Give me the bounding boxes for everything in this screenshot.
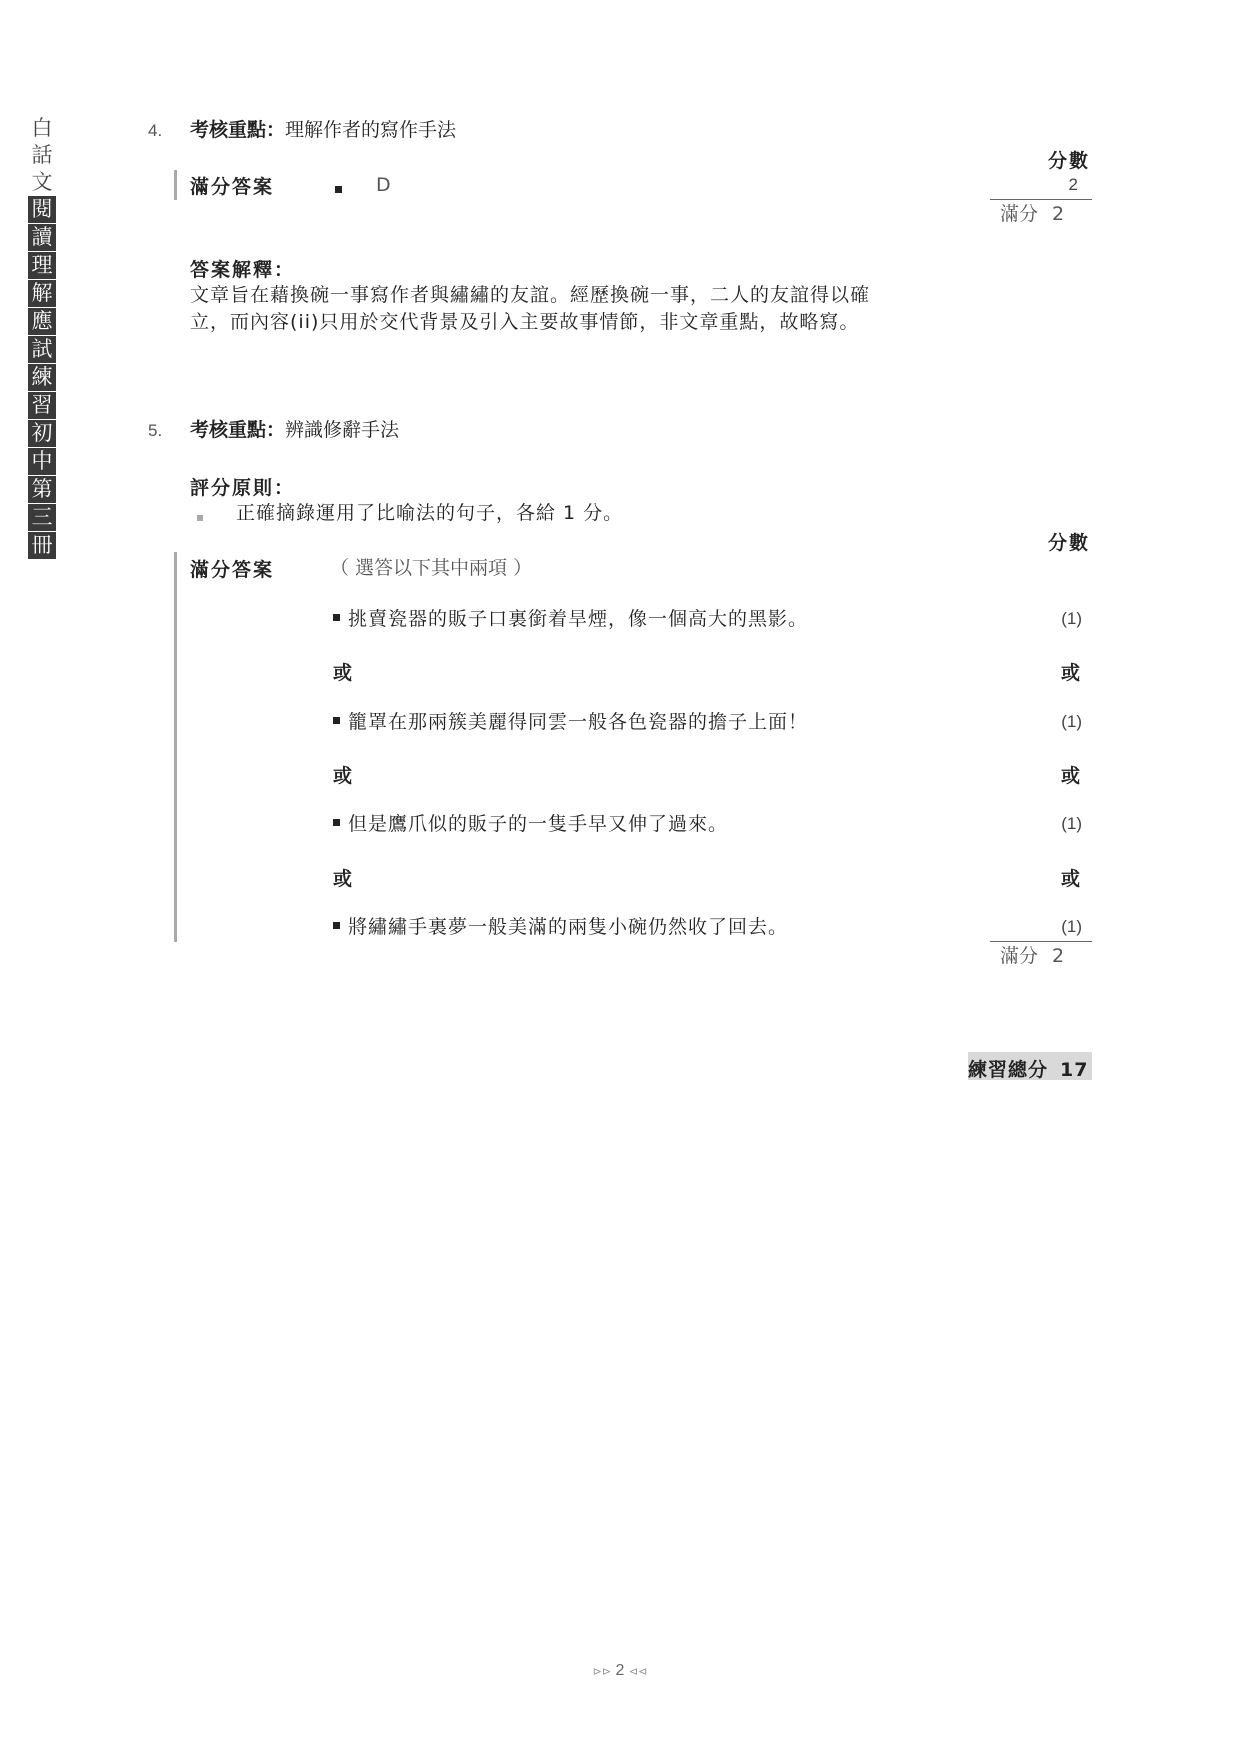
q4-score-header: 分數 [1047,150,1090,172]
sidebar-char: 理 [28,252,56,280]
q4-focus-label: 考核重點： [190,119,286,141]
q5-or-1-right: 或 [1060,662,1082,684]
sidebar-char: 試 [28,336,56,364]
sidebar-book-title [28,115,56,560]
q5-score-divider [990,941,1092,942]
q5-or-3-right: 或 [1060,868,1082,890]
q5-focus-text: 辨識修辭手法 [285,419,400,441]
q5-number: 5. [148,421,163,440]
q4-score-divider [990,199,1092,200]
q4-explain-line2: 立，而內容(ii)只用於交代背景及引入主要故事情節，非文章重點，故略寫。 [190,311,860,333]
q5-option-3-score: (1) [1061,814,1082,833]
q5-full-score: 2 [1052,945,1065,967]
q5-option-4-text: 將繡繡手裏夢一般美滿的兩隻小碗仍然收了回去。 [348,916,789,938]
q5-option-2 [333,709,808,736]
q4-answer-score: 2 [1068,175,1078,194]
q5-option-3-text: 但是鷹爪似的販子的一隻手早又伸了過來。 [348,813,729,835]
q5-or-3: 或 [333,868,355,890]
page-right-mark: ⊲⊲ [628,1666,648,1678]
q5-option-2-score: (1) [1061,712,1082,731]
q4-answer-label: 滿分答案 [190,176,275,198]
q5-option-1-text: 挑賣瓷器的販子口裏銜着旱煙，像一個高大的黑影。 [348,608,809,630]
q5-or-2: 或 [333,765,355,787]
q4-full-label: 滿分 [1000,203,1039,225]
q5-answer-bar [174,552,177,942]
sidebar-char: 中 [28,448,56,476]
sidebar-char: 閱 [28,196,56,224]
q5-answer-label: 滿分答案 [190,559,275,581]
sidebar-char: 三 [28,504,56,532]
sidebar-char: 練 [28,364,56,392]
q5-option-1 [333,606,808,633]
bullet-icon [333,614,340,621]
q4-answer-bar [174,170,177,200]
q5-answer-note: （ 選答以下其中兩項 ） [330,557,533,579]
sidebar-char: 白 [31,116,53,140]
sidebar-char: 習 [28,392,56,420]
q5-score-header: 分數 [1047,532,1090,554]
sidebar-char: 解 [28,280,56,308]
q4-full [1000,201,1064,228]
sidebar-char: 讀 [28,224,56,252]
bullet-icon [333,819,340,826]
q4-full-score: 2 [1052,203,1065,225]
bullet-icon [333,717,340,724]
q4-focus [190,117,456,144]
q5-or-1: 或 [333,662,355,684]
q5-full-label: 滿分 [1000,945,1039,967]
bullet-icon [333,922,340,929]
total-label: 練習總分 [968,1059,1049,1081]
q5-focus [190,417,399,444]
sidebar-char: 文 [31,170,53,194]
q5-option-4 [333,914,788,941]
page-number-value: 2 [615,1662,625,1679]
q4-number: 4. [148,121,163,140]
q5-or-2-right: 或 [1060,765,1082,787]
q4-explain-label: 答案解釋： [190,259,296,281]
q5-option-3 [333,811,728,838]
q5-option-1-score: (1) [1061,609,1082,628]
sidebar-char: 冊 [28,532,56,560]
q4-answer-bullet-icon [335,181,350,200]
q5-principle-bullet-icon [197,507,203,526]
q4-explain-line1: 文章旨在藉換碗一事寫作者與繡繡的友誼。經歷換碗一事，二人的友誼得以確 [190,284,871,306]
q4-answer: D [376,174,391,196]
page-number [0,1662,1240,1680]
total-value: 17 [1060,1059,1089,1081]
q4-focus-text: 理解作者的寫作手法 [285,119,457,141]
total-score [968,1055,1088,1082]
sidebar-char: 應 [28,308,56,336]
q5-principle-label: 評分原則： [190,477,296,499]
page-left-mark: ⊳⊳ [592,1666,612,1678]
q5-full [1000,943,1064,970]
sidebar-char: 初 [28,420,56,448]
q5-option-2-text: 籠罩在那兩簇美麗得同雲一般各色瓷器的擔子上面！ [348,711,809,733]
q5-focus-label: 考核重點： [190,419,286,441]
sidebar-char: 話 [31,143,53,167]
q5-option-4-score: (1) [1061,917,1082,936]
q5-principle-text: 正確摘錄運用了比喻法的句子，各給 1 分。 [236,502,624,524]
sidebar-char: 第 [28,476,56,504]
